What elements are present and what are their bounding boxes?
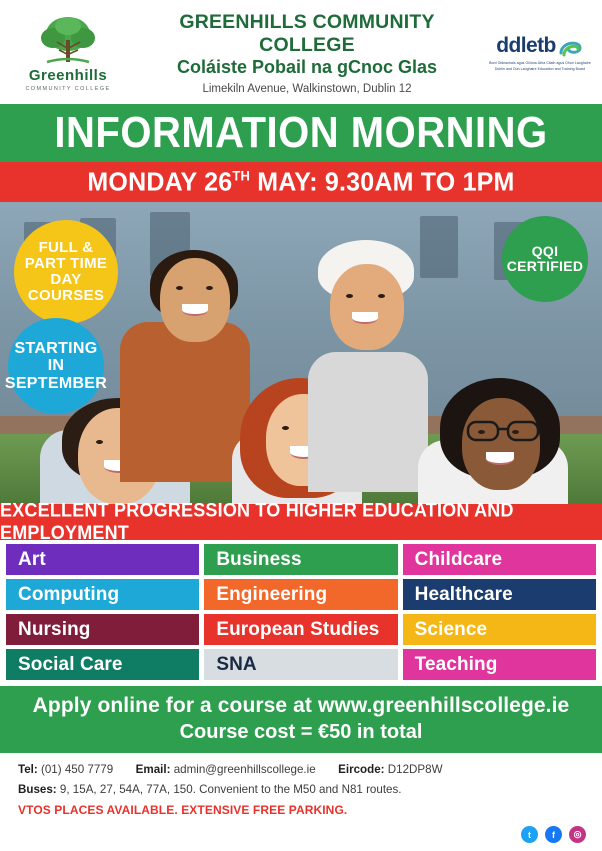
facebook-icon[interactable]: f: [545, 826, 562, 843]
college-name-english: GREENHILLS COMMUNITY COLLEGE: [179, 11, 435, 56]
college-address: Limekiln Avenue, Walkinstown, Dublin 12: [202, 82, 412, 95]
badge-line: PART TIME: [24, 254, 108, 272]
tree-logo-icon: [37, 14, 99, 66]
badge-line: COURSES: [27, 287, 105, 305]
twitter-icon[interactable]: t: [521, 826, 538, 843]
event-date-ordinal: TH: [232, 167, 251, 184]
badge-line: QQI: [531, 242, 559, 259]
event-date-prefix: MONDAY 26: [87, 166, 233, 197]
event-date-suffix: MAY: 9.30AM TO 1PM: [250, 166, 515, 197]
page-title: INFORMATION MORNING: [54, 108, 548, 157]
badge-line: SEPTEMBER: [4, 374, 108, 392]
badge-full-part-time: [14, 220, 118, 324]
badge-starting-september: [4, 318, 108, 414]
logo-wordmark: Greenhills: [28, 67, 108, 84]
social-links: [521, 826, 586, 843]
buses-label: Buses:: [18, 783, 57, 796]
buses-value: 9, 15A, 27, 54A, 77A, 150. Convenient to the M50 and N81 routes.: [59, 783, 402, 796]
badge-line: DAY: [50, 271, 82, 288]
logo-subtitle: COMMUNITY COLLEGE: [25, 86, 111, 92]
tel-value: (01) 450 7779: [41, 763, 114, 776]
email-label: Email:: [135, 763, 171, 776]
course-row: [6, 544, 596, 575]
badge-line: FULL &: [38, 238, 94, 256]
badge-line: STARTING: [14, 340, 98, 358]
title-banner: [0, 104, 602, 162]
ddletb-swirl-icon: [558, 34, 584, 58]
glasses-icon: [466, 420, 540, 442]
badge-line: IN: [47, 357, 65, 375]
college-identity: [126, 11, 488, 94]
college-logo: [10, 14, 126, 92]
course-row: [6, 614, 596, 645]
course-childcare[interactable]: Childcare: [403, 544, 596, 575]
students-photo: [0, 202, 602, 504]
apply-banner: [0, 686, 602, 753]
course-cost-line: Course cost = €50 in total: [179, 721, 423, 743]
course-social-care[interactable]: Social Care: [6, 649, 199, 680]
eircode-value: D12DP8W: [387, 763, 443, 776]
email-value[interactable]: admin@greenhillscollege.ie: [173, 763, 316, 776]
course-grid: [0, 540, 602, 686]
course-row: [6, 579, 596, 610]
ddletb-wordmark: [496, 34, 583, 58]
course-row: [6, 649, 596, 680]
course-engineering[interactable]: Engineering: [204, 579, 397, 610]
background-window: [420, 216, 458, 278]
progression-text: EXCELLENT PROGRESSION TO HIGHER EDUCATION AND EMPLOYMENT: [0, 499, 514, 544]
buses-line: [18, 783, 584, 796]
ddletb-line-english: Dublin and Dún Laoghaire Education and Training Board: [494, 66, 586, 71]
poster-header: [0, 0, 602, 104]
course-european-studies[interactable]: European Studies: [204, 614, 397, 645]
course-art[interactable]: Art: [6, 544, 199, 575]
progression-banner: [0, 499, 602, 544]
course-business[interactable]: Business: [204, 544, 397, 575]
course-healthcare[interactable]: Healthcare: [403, 579, 596, 610]
contact-line: [18, 763, 584, 776]
course-computing[interactable]: Computing: [6, 579, 199, 610]
college-name-irish: Coláiste Pobail na gCnoc Glas: [176, 57, 438, 78]
tel-label: Tel:: [18, 763, 38, 776]
apply-url-line[interactable]: Apply online for a course at www.greenhillscollege.ie: [32, 694, 570, 717]
course-nursing[interactable]: Nursing: [6, 614, 199, 645]
ddletb-subtitle: [489, 61, 591, 71]
badge-qqi-certified: [502, 216, 588, 302]
event-date: [87, 167, 514, 197]
ddletb-text: ddletb: [496, 34, 556, 58]
ddletb-line-irish: Bord Oideachais agus Oiliúna Átha Cliath agus Dhún Laoghaire: [489, 61, 591, 66]
vtos-note: VTOS PLACES AVAILABLE. EXTENSIVE FREE PARKING.: [18, 803, 348, 817]
date-banner: [0, 162, 602, 202]
course-sna[interactable]: SNA: [204, 649, 397, 680]
course-science[interactable]: Science: [403, 614, 596, 645]
eircode-label: Eircode:: [338, 763, 385, 776]
badge-line: CERTIFIED: [506, 258, 584, 274]
poster-footer: [0, 753, 602, 851]
course-teaching[interactable]: Teaching: [403, 649, 596, 680]
instagram-icon[interactable]: ◎: [569, 826, 586, 843]
ddletb-logo: [488, 34, 592, 71]
